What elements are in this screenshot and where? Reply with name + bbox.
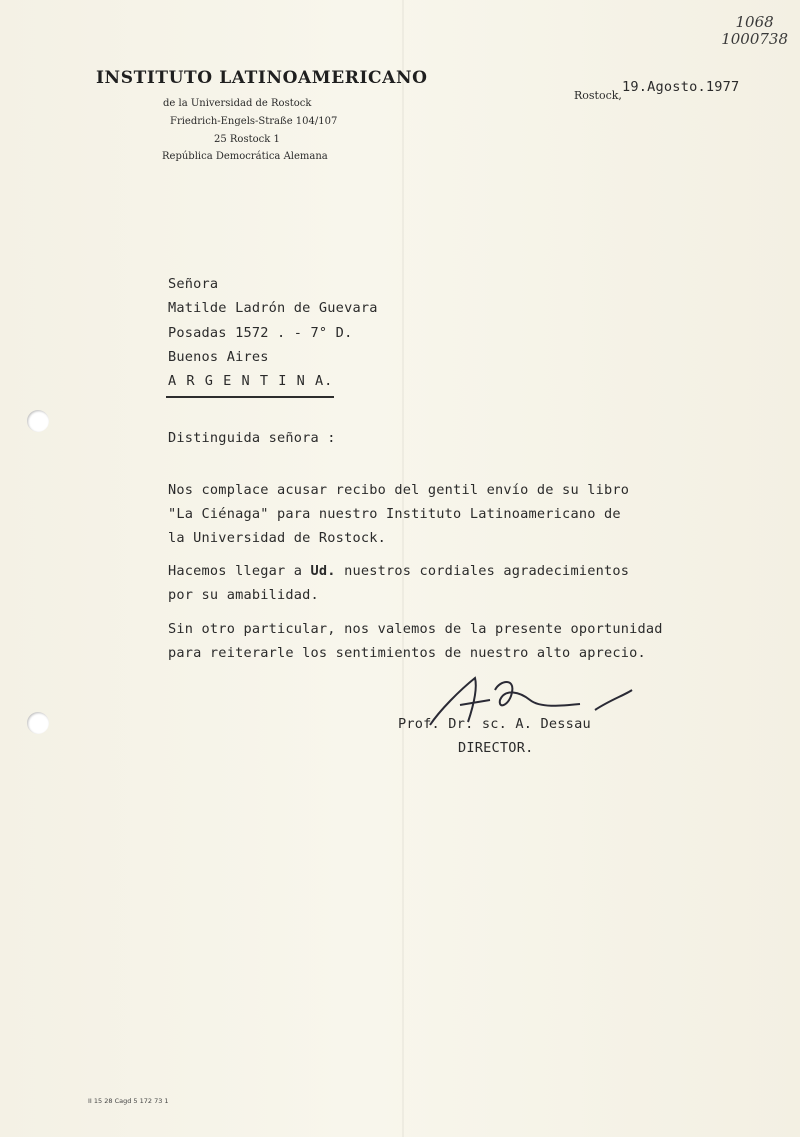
letterhead-institution: INSTITUTO LATINOAMERICANO bbox=[96, 68, 428, 88]
recipient-country: A R G E N T I N A. bbox=[168, 373, 334, 389]
printer-code: II 15 28 Cagd 5 172 73 1 bbox=[88, 1097, 169, 1105]
body-paragraph2-text-a: Hacemos llegar a bbox=[168, 563, 311, 579]
recipient-street: Posadas 1572 . - 7° D. bbox=[168, 325, 353, 341]
letterhead-street: Friedrich-Engels-Straße 104/107 bbox=[170, 116, 338, 127]
body-paragraph2-line2: por su amabilidad. bbox=[168, 587, 319, 603]
recipient-name: Matilde Ladrón de Guevara bbox=[168, 300, 378, 316]
body-paragraph3-line1: Sin otro particular, nos valemos de la presente oportunidad bbox=[168, 621, 663, 637]
punch-hole-lower bbox=[27, 712, 49, 734]
body-paragraph1-line1: Nos complace acusar recibo del gentil envío de su libro bbox=[168, 482, 630, 498]
greeting: Distinguida señora : bbox=[168, 430, 336, 446]
recipient-title: Señora bbox=[168, 276, 219, 292]
punch-hole-upper bbox=[27, 410, 49, 432]
letterhead-city: 25 Rostock 1 bbox=[214, 134, 280, 145]
body-paragraph3-line2: para reiterarle los sentimientos de nuestro alto aprecio. bbox=[168, 645, 646, 661]
body-paragraph2-bold: Ud. bbox=[310, 563, 336, 579]
signatory-name: Prof. Dr. sc. A. Dessau bbox=[398, 716, 591, 732]
archive-number-line1: 1068 bbox=[735, 13, 774, 31]
body-paragraph2-text-c: nuestros cordiales agradecimientos bbox=[335, 563, 630, 579]
archive-number bbox=[721, 14, 788, 48]
archive-number-line2: 1000738 bbox=[721, 30, 788, 48]
letter-date: 19.Agosto.1977 bbox=[622, 79, 740, 95]
signatory-role: DIRECTOR. bbox=[458, 740, 534, 756]
letterhead-country: República Democrática Alemana bbox=[162, 151, 328, 162]
country-underline bbox=[166, 396, 334, 398]
letterhead-university: de la Universidad de Rostock bbox=[163, 98, 312, 109]
body-paragraph2-line1 bbox=[168, 563, 629, 579]
recipient-city: Buenos Aires bbox=[168, 349, 269, 365]
body-paragraph1-line3: la Universidad de Rostock. bbox=[168, 530, 386, 546]
letter-place: Rostock, bbox=[574, 89, 622, 102]
body-paragraph1-line2: "La Ciénaga" para nuestro Instituto Latinoamericano de bbox=[168, 506, 621, 522]
